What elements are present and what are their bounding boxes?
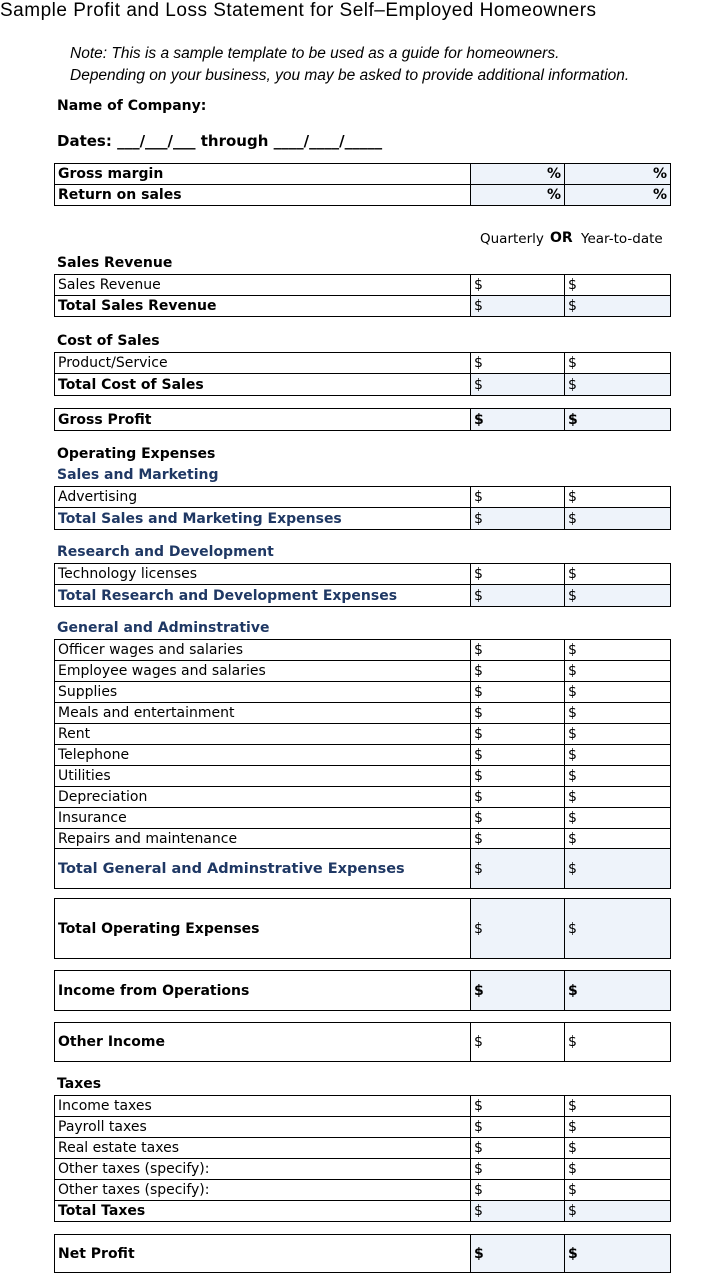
line-item-label: Other taxes (specify): [55,1159,471,1180]
ytd-amount[interactable]: $ [565,1117,671,1138]
line-item-label: Repairs and maintenance [55,829,471,849]
table-row [55,703,671,724]
column-header-or: OR [550,230,573,246]
quarterly-amount[interactable]: $ [471,703,565,724]
line-item-label: Depreciation [55,787,471,808]
quarterly-amount[interactable]: $ [471,682,565,703]
line-item-label: Advertising [55,487,471,508]
table-row [55,808,671,829]
quarterly-amount[interactable]: $ [471,508,565,530]
quarterly-amount[interactable]: $ [471,1180,565,1201]
quarterly-amount[interactable]: $ [471,353,565,374]
ytd-amount[interactable]: $ [565,1201,671,1222]
ytd-amount[interactable]: $ [565,564,671,585]
quarterly-amount[interactable]: $ [471,1235,565,1273]
total-label: Total Taxes [55,1201,471,1222]
ytd-amount[interactable]: $ [565,296,671,317]
line-item-label: Employee wages and salaries [55,661,471,682]
ytd-amount[interactable]: $ [565,1235,671,1273]
total-row [55,296,671,317]
total-row [55,374,671,396]
quarterly-amount[interactable]: $ [471,585,565,607]
line-item-label: Supplies [55,682,471,703]
line-item-label: Real estate taxes [55,1138,471,1159]
ytd-amount[interactable]: $ [565,971,671,1011]
column-header-ytd: Year-to-date [581,231,663,247]
ytd-amount[interactable]: $ [565,808,671,829]
quarterly-amount[interactable]: $ [471,745,565,766]
ratio-row-return-on-sales [55,185,671,206]
sales-marketing-table [54,486,671,530]
table-row [55,275,671,296]
quarterly-amount[interactable]: $ [471,849,565,889]
quarterly-amount[interactable]: $ [471,1201,565,1222]
ytd-amount[interactable]: $ [565,585,671,607]
quarterly-amount[interactable]: $ [471,787,565,808]
total-operating-expenses-table [54,898,671,959]
total-row [55,409,671,431]
gross-profit-label: Gross Profit [55,409,471,431]
total-row [55,971,671,1011]
ytd-amount[interactable]: $ [565,640,671,661]
line-item-label: Technology licenses [55,564,471,585]
taxes-table [54,1095,671,1222]
total-row [55,585,671,607]
table-row [55,766,671,787]
line-item-label: Utilities [55,766,471,787]
dates-label: Dates: ___/___/___ through ____/____/_____ [57,132,383,150]
ytd-amount[interactable]: $ [565,1138,671,1159]
quarterly-amount[interactable]: $ [471,564,565,585]
total-row [55,508,671,530]
quarterly-amount[interactable]: $ [471,829,565,849]
ytd-amount[interactable]: $ [565,899,671,959]
ytd-amount[interactable]: $ [565,1023,671,1062]
ytd-amount[interactable]: $ [565,353,671,374]
section-heading-taxes: Taxes [57,1076,102,1092]
ytd-percent[interactable]: % [565,164,671,185]
net-profit-label: Net Profit [55,1235,471,1273]
quarterly-amount[interactable]: $ [471,808,565,829]
note-line-2: Depending on your business, you may be asked to provide additional information. [70,67,630,84]
total-label: Other Income [55,1023,471,1062]
ytd-amount[interactable]: $ [565,1159,671,1180]
income-from-operations-table [54,970,671,1011]
ytd-amount[interactable]: $ [565,1180,671,1201]
table-row [55,661,671,682]
quarterly-amount[interactable]: $ [471,1159,565,1180]
ytd-amount[interactable]: $ [565,682,671,703]
ytd-percent[interactable]: % [565,185,671,206]
quarterly-percent[interactable]: % [471,164,565,185]
ytd-amount[interactable]: $ [565,724,671,745]
ratio-label: Return on sales [55,185,471,206]
table-row [55,787,671,808]
total-row [55,1201,671,1222]
subsection-heading-research-development: Research and Development [57,544,274,560]
general-admin-table [54,639,671,889]
research-development-table [54,563,671,607]
quarterly-amount[interactable]: $ [471,374,565,396]
sales-revenue-table [54,274,671,317]
line-item-label: Income taxes [55,1096,471,1117]
quarterly-amount[interactable]: $ [471,275,565,296]
other-income-table [54,1022,671,1062]
ytd-amount[interactable]: $ [565,849,671,889]
net-profit-table [54,1234,671,1273]
line-item-label: Other taxes (specify): [55,1180,471,1201]
total-label: Total Research and Development Expenses [55,585,471,607]
table-row [55,745,671,766]
ratios-table [54,163,671,206]
ytd-amount[interactable]: $ [565,745,671,766]
ratio-row-gross-margin [55,164,671,185]
ytd-amount[interactable]: $ [565,829,671,849]
line-item-label: Meals and entertainment [55,703,471,724]
quarterly-amount[interactable]: $ [471,766,565,787]
table-row [55,1096,671,1117]
table-row [55,1159,671,1180]
total-label: Total Cost of Sales [55,374,471,396]
line-item-label: Insurance [55,808,471,829]
total-row [55,849,671,889]
quarterly-amount[interactable]: $ [471,899,565,959]
table-row [55,829,671,849]
ytd-amount[interactable]: $ [565,703,671,724]
table-row [55,353,671,374]
document-title: Sample Profit and Loss Statement for Self–Employed Homeowners [0,0,597,21]
total-label: Total Sales and Marketing Expenses [55,508,471,530]
quarterly-amount[interactable]: $ [471,296,565,317]
line-item-label: Telephone [55,745,471,766]
total-label: Total General and Adminstrative Expenses [55,849,471,889]
subsection-heading-sales-marketing: Sales and Marketing [57,467,219,483]
ytd-amount[interactable]: $ [565,409,671,431]
gross-profit-table [54,408,671,431]
cost-of-sales-table [54,352,671,396]
section-heading-operating-expenses: Operating Expenses [57,446,216,462]
column-header-quarterly: Quarterly [480,231,544,247]
ytd-amount[interactable]: $ [565,787,671,808]
line-item-label: Sales Revenue [55,275,471,296]
quarterly-amount[interactable]: $ [471,640,565,661]
table-row [55,564,671,585]
quarterly-amount[interactable]: $ [471,487,565,508]
table-row [55,640,671,661]
ytd-amount[interactable]: $ [565,487,671,508]
quarterly-amount[interactable]: $ [471,1138,565,1159]
ytd-amount[interactable]: $ [565,508,671,530]
table-row [55,1180,671,1201]
quarterly-amount[interactable]: $ [471,1096,565,1117]
table-row [55,487,671,508]
ytd-amount[interactable]: $ [565,766,671,787]
quarterly-amount[interactable]: $ [471,971,565,1011]
total-row [55,899,671,959]
total-label: Income from Operations [55,971,471,1011]
line-item-label: Payroll taxes [55,1117,471,1138]
total-label: Total Operating Expenses [55,899,471,959]
company-name-label: Name of Company: [57,98,207,114]
quarterly-amount[interactable]: $ [471,724,565,745]
quarterly-amount[interactable]: $ [471,661,565,682]
ytd-amount[interactable]: $ [565,1096,671,1117]
note-line-1: Note: This is a sample template to be used as a guide for homeowners. [70,45,560,62]
quarterly-amount[interactable]: $ [471,1023,565,1062]
line-item-label: Officer wages and salaries [55,640,471,661]
quarterly-amount[interactable]: $ [471,409,565,431]
table-row [55,682,671,703]
line-item-label: Product/Service [55,353,471,374]
ytd-amount[interactable]: $ [565,374,671,396]
line-item-label: Rent [55,724,471,745]
section-heading-cost-of-sales: Cost of Sales [57,333,160,349]
ytd-amount[interactable]: $ [565,275,671,296]
total-row [55,1023,671,1062]
table-row [55,724,671,745]
table-row [55,1117,671,1138]
section-heading-sales-revenue: Sales Revenue [57,255,173,271]
quarterly-percent[interactable]: % [471,185,565,206]
total-row [55,1235,671,1273]
table-row [55,1138,671,1159]
quarterly-amount[interactable]: $ [471,1117,565,1138]
ratio-label: Gross margin [55,164,471,185]
subsection-heading-general-admin: General and Adminstrative [57,620,270,636]
ytd-amount[interactable]: $ [565,661,671,682]
total-label: Total Sales Revenue [55,296,471,317]
